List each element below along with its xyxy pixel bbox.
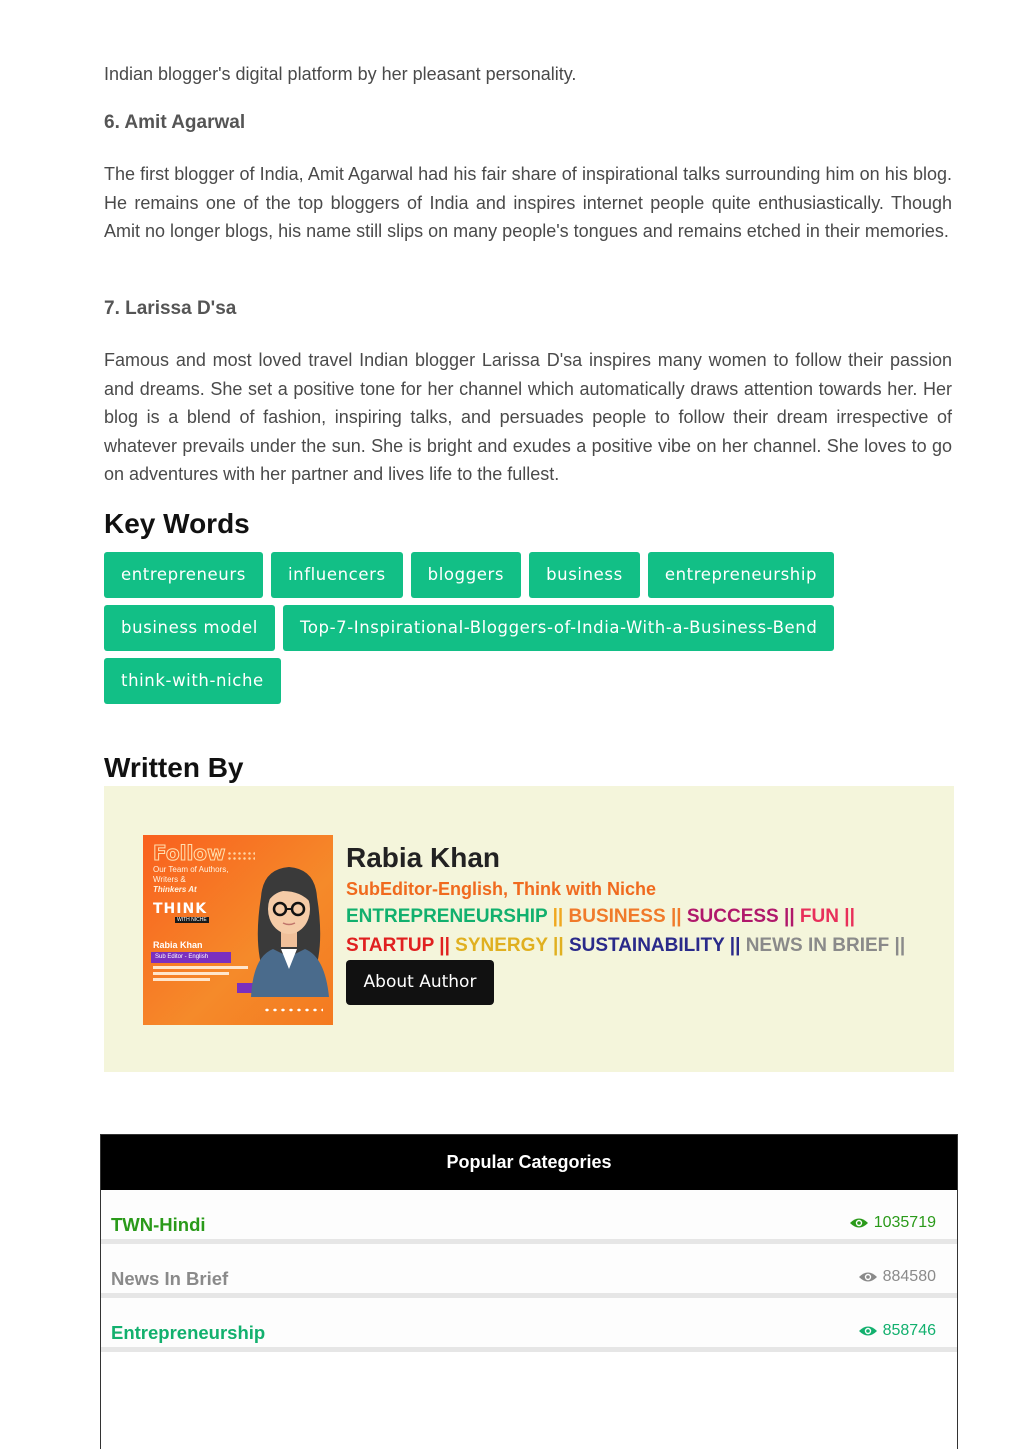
written-by-heading: Written By bbox=[104, 752, 244, 783]
image-author-role: Sub Editor - English bbox=[151, 952, 231, 963]
category-name[interactable]: Entrepreneurship bbox=[111, 1322, 266, 1343]
section-text-amit-agarwal: The first blogger of India, Amit Agarwal had his fair share of inspirational talks surrounding him on his blog. He remains one of the top bloggers of India and inspires internet people quite enthusiastically. Though Amit no longer blogs, his name still slips on many people's tongues and remains etched in their memories. bbox=[104, 164, 952, 241]
category-row[interactable] bbox=[101, 1298, 957, 1352]
topic-separator: || bbox=[844, 906, 855, 927]
category-name[interactable]: TWN-Hindi bbox=[111, 1214, 206, 1235]
keywords-heading: Key Words bbox=[104, 508, 250, 539]
topic-separator: || bbox=[670, 906, 682, 927]
category-views bbox=[858, 1268, 936, 1286]
topic-business: BUSINESS bbox=[568, 906, 666, 927]
topic-separator: || bbox=[784, 906, 795, 927]
category-views bbox=[858, 1322, 936, 1340]
author-card bbox=[104, 786, 954, 1072]
topic-synergy: SYNERGY bbox=[455, 934, 548, 956]
keyword-tags bbox=[104, 552, 964, 711]
topic-news-in-brief: NEWS IN BRIEF bbox=[745, 934, 890, 956]
view-count: 858746 bbox=[882, 1322, 936, 1339]
keyword-tag[interactable]: influencers bbox=[271, 552, 403, 598]
topic-separator: || bbox=[553, 934, 564, 956]
avatar-illustration-icon bbox=[243, 857, 333, 997]
keyword-tag[interactable]: business bbox=[529, 552, 640, 598]
view-count: 1035719 bbox=[873, 1214, 936, 1231]
section-heading-amit-agarwal: 6. Amit Agarwal bbox=[104, 112, 246, 133]
topic-sustainability: SUSTAINABILITY bbox=[568, 934, 725, 956]
section-heading-larissa-dsa: 7. Larissa D'sa bbox=[104, 298, 237, 319]
category-row[interactable] bbox=[101, 1190, 957, 1244]
image-team-text: Our Team of Authors, Writers & Thinkers At bbox=[153, 865, 229, 894]
section-text-larissa-dsa: Famous and most loved travel Indian blogger Larissa D'sa inspires many women to follow their passion and dreams. She set a positive tone for her channel which automatically draws attention towards her. Her blog is a blend of fashion, inspiring talks, and persuades people to follow their dream irrespective of whatever prevails under the sun. She is bright and exudes a positive vibe on her channel. She loves to go on adventures with her partner and lives life to the fullest. bbox=[104, 350, 952, 484]
image-brand-logo: THINK bbox=[153, 901, 208, 917]
category-name[interactable]: News In Brief bbox=[111, 1268, 229, 1289]
author-role: SubEditor-English, Think with Niche bbox=[346, 879, 656, 899]
intro-paragraph: Indian blogger's digital platform by her pleasant personality. bbox=[104, 64, 577, 84]
category-views bbox=[849, 1214, 936, 1232]
about-author-button[interactable]: About Author bbox=[346, 960, 494, 1005]
image-author-name: Rabia Khan bbox=[153, 940, 203, 950]
topic-startup: STARTUP bbox=[346, 934, 434, 956]
popular-categories-heading: Popular Categories bbox=[101, 1135, 957, 1190]
view-count: 884580 bbox=[882, 1268, 936, 1285]
image-follow-text: Follow bbox=[153, 841, 226, 865]
social-icons bbox=[263, 1007, 323, 1013]
topic-separator: || bbox=[439, 934, 450, 956]
image-brand-sub: WITH NICHE bbox=[177, 917, 207, 923]
topic-separator: || bbox=[729, 934, 741, 956]
topic-success: SUCCESS bbox=[686, 906, 779, 927]
category-row[interactable] bbox=[101, 1244, 957, 1298]
topic-separator: || bbox=[894, 934, 906, 956]
topic-separator: || bbox=[552, 906, 564, 927]
topic-fun: FUN bbox=[799, 906, 839, 927]
keyword-tag[interactable]: entrepreneurship bbox=[648, 552, 834, 598]
keyword-tag[interactable]: bloggers bbox=[411, 552, 521, 598]
author-image bbox=[143, 835, 333, 1025]
author-name[interactable]: Rabia Khan bbox=[346, 842, 501, 873]
keyword-tag[interactable]: entrepreneurs bbox=[104, 552, 263, 598]
keyword-tag[interactable]: Top-7-Inspirational-Bloggers-of-India-With-a-Business-Bend bbox=[283, 605, 834, 651]
keyword-tag[interactable]: business model bbox=[104, 605, 275, 651]
eye-icon bbox=[858, 1325, 878, 1337]
keyword-tag[interactable]: think-with-niche bbox=[104, 658, 281, 704]
topic-entrepreneurship: ENTREPRENEURSHIP bbox=[346, 906, 548, 927]
eye-icon bbox=[849, 1217, 869, 1229]
author-topics bbox=[346, 903, 936, 960]
popular-categories-table bbox=[100, 1134, 958, 1449]
eye-icon bbox=[858, 1271, 878, 1283]
